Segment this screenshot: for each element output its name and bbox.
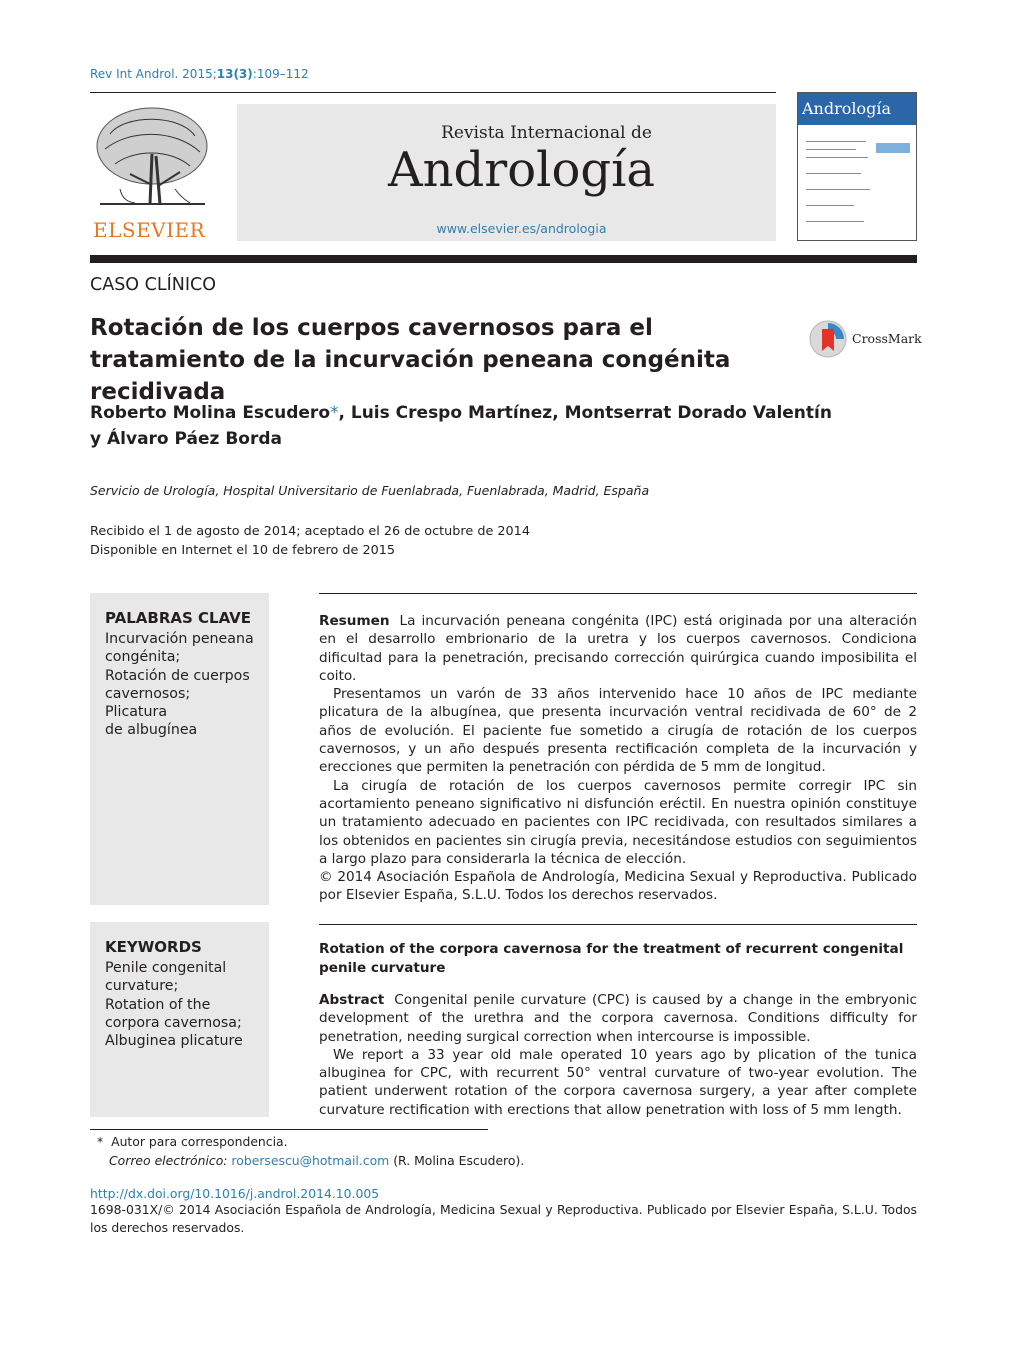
authors-rest: , Luis Crespo Martínez, Montserrat Dorado Valentín: [338, 403, 832, 423]
cover-badge: [876, 143, 910, 153]
section-label: CASO CLÍNICO: [90, 275, 217, 295]
author-list: [90, 400, 850, 452]
footnote-corresponding: [97, 1133, 524, 1152]
issn-copyright: 1698-031X/© 2014 Asociación Española de Andrología, Medicina Sexual y Reproductiva. Publicado por Elsevier España, S.L.U. Todos los derechos reservados.: [90, 1202, 917, 1235]
header-thick-rule: [90, 255, 917, 263]
received-date: Recibido el 1 de agosto de 2014; aceptado el 26 de octubre de 2014: [90, 524, 530, 539]
footnote-mark: *: [97, 1134, 104, 1149]
journal-citation[interactable]: [90, 67, 309, 81]
cover-line: [806, 157, 868, 158]
citation-pages: :109–112: [252, 67, 309, 81]
footnote-email-label: Correo electrónico:: [109, 1152, 228, 1168]
elsevier-wordmark: ELSEVIER: [93, 218, 206, 242]
keywords-es-box: [90, 593, 269, 905]
affiliation: Servicio de Urología, Hospital Universitario de Fuenlabrada, Fuenlabrada, Madrid, España: [90, 483, 650, 498]
keyword-item: cavernosos;: [105, 685, 191, 702]
resumen-paragraph: La cirugía de rotación de los cuerpos cavernosos permite corregir IPC sin acortamiento peneano significativo ni disfunción eréctil. En nuestra opinión constituye un tratamiento adecuado en pacientes con IPC recidivada, con resultados similares a los obtenidos en pacientes sin cirugía previa, necesitándose estudios con seguimientos a largo plazo para considerarla la técnica de elección.: [319, 777, 917, 867]
author-first: Roberto Molina Escudero: [90, 403, 330, 423]
abstract-paragraph: [319, 991, 917, 1046]
footnote-corresponding-text: Autor para correspondencia.: [111, 1134, 288, 1149]
cover-header: [798, 93, 916, 125]
journal-subtitle: Revista Internacional de: [441, 123, 652, 143]
cover-line: [806, 205, 854, 206]
keyword-item: curvature;: [105, 978, 179, 995]
article-title: Rotación de los cuerpos cavernosos para el tratamiento de la incurvación peneana congénita recidivada: [90, 315, 731, 405]
keyword-item: corpora cavernosa;: [105, 1014, 242, 1031]
journal-url-link[interactable]: www.elsevier.es/andrologia: [436, 221, 607, 236]
keywords-en-heading: KEYWORDS: [105, 938, 202, 956]
cover-title: Andrología: [802, 99, 892, 118]
abstract-text: Congenital penile curvature (CPC) is caused by a change in the embryonic development of the urethra and the corpora cavernosa. Conditions difficulty for penetration, needing surgical correction when intercourse is impossible.: [319, 992, 917, 1045]
abstract-rule: [319, 924, 917, 925]
email-link[interactable]: robersescu@hotmail.com: [231, 1152, 390, 1168]
keywords-es-heading: PALABRAS CLAVE: [105, 609, 252, 627]
citation-journal: Rev Int Androl. 2015;: [90, 67, 217, 81]
resumen-copyright: © 2014 Asociación Española de Andrología, Medicina Sexual y Reproductiva. Publicado por Elsevier España, S.L.U. Todos los derechos reservados.: [319, 869, 917, 904]
elsevier-tree-icon: [90, 104, 215, 216]
authors-last: y Álvaro Páez Borda: [90, 429, 282, 449]
footnote-rule: [90, 1129, 488, 1130]
cover-line: [806, 173, 861, 174]
abstract-label: Abstract: [319, 992, 385, 1008]
keyword-item: Rotación de cuerpos: [105, 667, 250, 684]
footnote-email-line: [97, 1152, 524, 1171]
keywords-en-box: [90, 922, 269, 1117]
keyword-item: Penile congenital: [105, 960, 227, 976]
abstract-paragraph: We report a 33 year old male operated 10 years ago by plication of the tunica albuginea for CPC, with recurrent 50° ventral curvature of two-year evolution. The patient underwent rotation of the corpora cavernosa surgery, a year after complete curvature rectification with erections that allow penetration with loss of 5 mm length.: [319, 1046, 917, 1118]
citation-volume: 13(3): [216, 67, 253, 81]
corresponding-author-mark[interactable]: *: [330, 403, 339, 423]
resumen-label: Resumen: [319, 613, 390, 629]
keyword-item: congénita;: [105, 649, 181, 666]
journal-cover-thumbnail: [797, 92, 917, 241]
header-divider: [90, 92, 776, 93]
resumen-text: La incurvación peneana congénita (IPC) está originada por una alteración en el desarrollo embrionario de la uretra y los cuerpos cavernosos. Condiciona dificultad para la penetración, precisando corrección quirúrgica cuando imposibilita el coito.: [319, 613, 917, 684]
doi-link[interactable]: http://dx.doi.org/10.1016/j.androl.2014.10.005: [90, 1186, 380, 1201]
footnote: [97, 1133, 524, 1170]
keyword-item: de albugínea: [105, 722, 198, 739]
resumen-rule: [319, 593, 917, 594]
keyword-item: Albuginea plicature: [105, 1033, 243, 1050]
keyword-item: Rotation of the: [105, 996, 211, 1013]
keyword-item: Plicatura: [105, 704, 168, 721]
email-owner: (R. Molina Escudero).: [393, 1152, 525, 1168]
english-title: Rotation of the corpora cavernosa for the treatment of recurrent congenital penile curvature: [319, 941, 904, 976]
cover-line: [806, 189, 870, 190]
resumen-section: [319, 612, 917, 905]
abstract-section: [319, 991, 917, 1119]
cover-line: [806, 149, 856, 150]
cover-line: [806, 221, 864, 222]
keyword-item: Incurvación peneana: [105, 631, 254, 647]
article-dates: [90, 522, 530, 560]
crossmark-icon: [808, 319, 848, 359]
resumen-paragraph: Presentamos un varón de 33 años intervenido hace 10 años de IPC mediante plicatura de la albugínea, que presenta incurvación ventral recidivada de 60° de 2 años de evolución. El paciente fue sometido a cirugía de rotación de los cuerpos cavernosos, y un año después presenta rectificación completa de la incurvación y erecciones que permiten la penetración con pérdida de 5 mm de longitud.: [319, 686, 917, 776]
crossmark-label: CrossMark: [852, 331, 922, 346]
journal-banner: [237, 104, 776, 241]
journal-title: Andrología: [387, 142, 656, 198]
elsevier-logo: [90, 104, 215, 242]
available-date: Disponible en Internet el 10 de febrero de 2015: [90, 543, 396, 558]
crossmark-button[interactable]: [808, 319, 920, 359]
cover-line: [806, 141, 866, 142]
resumen-paragraph: [319, 612, 917, 685]
